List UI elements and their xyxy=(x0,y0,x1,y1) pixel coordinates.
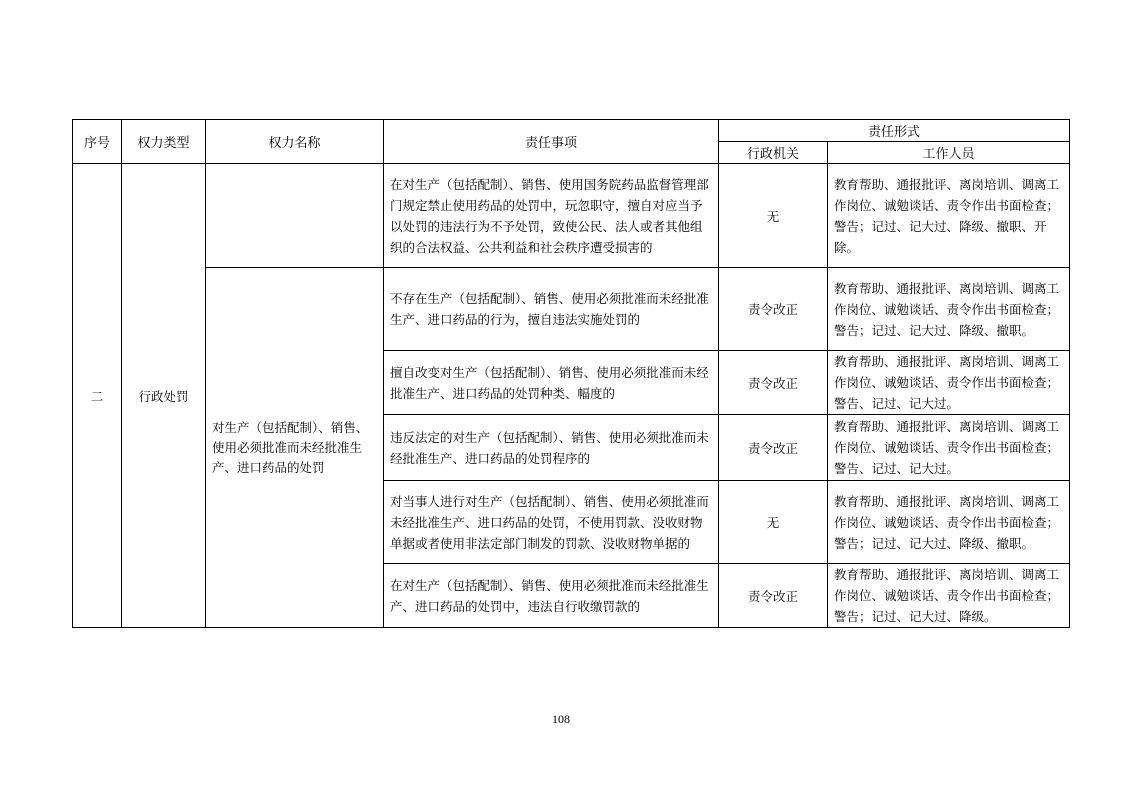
power-name-cell: 对生产（包括配制）、销售、使用必须批准而未经批准生产、进口药品的处罚 xyxy=(206,268,384,628)
power-name-empty-cell xyxy=(206,164,384,268)
header-form: 责任形式 xyxy=(719,120,1070,142)
staff-cell: 教育帮助、通报批评、离岗培训、调离工作岗位、诚勉谈话、责令作出书面检查；警告；记过、记大过、降级、撤职。 xyxy=(828,481,1070,564)
matter-cell: 不存在生产（包括配制）、销售、使用必须批准而未经批准生产、进口药品的行为，擅自违法实施处罚的 xyxy=(384,268,719,351)
table-row xyxy=(73,164,1070,268)
matter-cell: 在对生产（包括配制）、销售、使用必须批准而未经批准生产、进口药品的处罚中，违法自行收缴罚款的 xyxy=(384,564,719,628)
index-cell: 二 xyxy=(73,164,122,628)
agency-cell: 责令改正 xyxy=(719,351,828,415)
matter-cell: 对当事人进行对生产（包括配制）、销售、使用必须批准而未经批准生产、进口药品的处罚，不使用罚款、没收财物单据或者使用非法定部门制发的罚款、没收财物单据的 xyxy=(384,481,719,564)
matter-cell: 在对生产（包括配制）、销售、使用国务院药品监督管理部门规定禁止使用药品的处罚中，玩忽职守，擅自对应当予以处罚的违法行为不予处罚，致使公民、法人或者其他组织的合法权益、公共利益和社会秩序遭受损害的 xyxy=(384,164,719,268)
agency-cell: 无 xyxy=(719,481,828,564)
responsibility-table xyxy=(72,119,1070,628)
agency-cell: 责令改正 xyxy=(719,564,828,628)
header-agency: 行政机关 xyxy=(719,142,828,164)
table-row xyxy=(73,268,1070,351)
agency-cell: 无 xyxy=(719,164,828,268)
staff-cell: 教育帮助、通报批评、离岗培训、调离工作岗位、诚勉谈话、责令作出书面检查；警告；记过、记大过、降级、撤职。 xyxy=(828,268,1070,351)
agency-cell: 责令改正 xyxy=(719,268,828,351)
header-index: 序号 xyxy=(73,120,122,164)
matter-cell: 擅自改变对生产（包括配制）、销售、使用必须批准而未经批准生产、进口药品的处罚种类、幅度的 xyxy=(384,351,719,415)
header-staff: 工作人员 xyxy=(828,142,1070,164)
power-type-cell: 行政处罚 xyxy=(122,164,206,628)
staff-cell: 教育帮助、通报批评、离岗培训、调离工作岗位、诚勉谈话、责令作出书面检查；警告；记过、记大过、降级。 xyxy=(828,564,1070,628)
header-power-type: 权力类型 xyxy=(122,120,206,164)
matter-cell: 违反法定的对生产（包括配制）、销售、使用必须批准而未经批准生产、进口药品的处罚程序的 xyxy=(384,415,719,481)
header-power-name: 权力名称 xyxy=(206,120,384,164)
agency-cell: 责令改正 xyxy=(719,415,828,481)
staff-cell: 教育帮助、通报批评、离岗培训、调离工作岗位、诚勉谈话、责令作出书面检查；警告、记过、记大过。 xyxy=(828,351,1070,415)
header-matter: 责任事项 xyxy=(384,120,719,164)
staff-cell: 教育帮助、通报批评、离岗培训、调离工作岗位、诚勉谈话、责令作出书面检查；警告、记过、记大过。 xyxy=(828,415,1070,481)
page-number: 108 xyxy=(552,712,570,726)
staff-cell: 教育帮助、通报批评、离岗培训、调离工作岗位、诚勉谈话、责令作出书面检查；警告；记过、记大过、降级、撤职、开除。 xyxy=(828,164,1070,268)
